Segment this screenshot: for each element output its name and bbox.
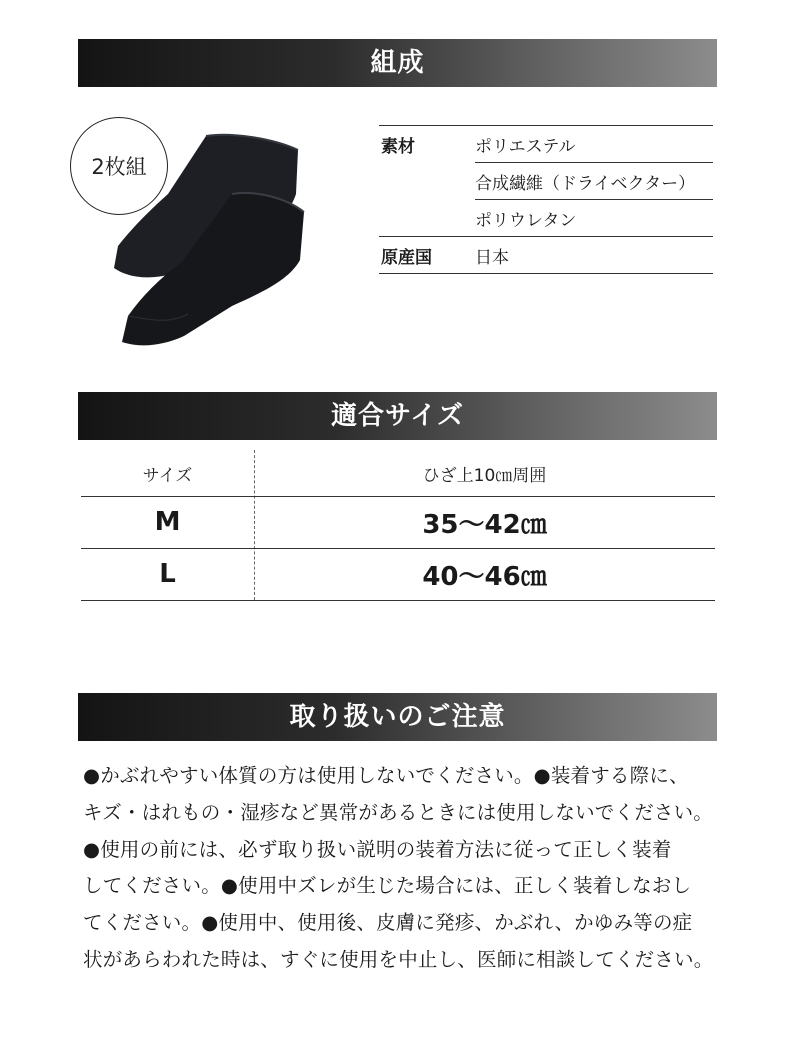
material-label: [379, 200, 475, 237]
origin-value: 日本: [475, 247, 509, 268]
size-row-m: [81, 496, 715, 548]
material-label: [379, 163, 475, 200]
caution-line: ●かぶれやすい体質の方は使用しないでください。●装着する際に、: [83, 764, 689, 787]
material-value: ポリウレタン: [475, 210, 577, 231]
material-value: ポリエステル: [475, 126, 713, 163]
set-count-badge: 2枚組: [70, 117, 168, 215]
caution-line: ●使用の前には、必ず取り扱い説明の装着方法に従って正しく装着: [83, 837, 672, 861]
size-range: 35～42㎝: [422, 509, 547, 540]
origin-label: 原産国: [381, 247, 432, 268]
caution-text: [83, 758, 723, 979]
caution-heading: 取り扱いのご注意: [78, 693, 717, 741]
caution-line: キズ・はれもの・湿疹など異常があるときには使用しないでください。: [83, 800, 714, 824]
row-divider: [81, 600, 715, 601]
caution-line: してください。●使用中ズレが生じた場合には、正しく装着しなおし: [83, 874, 692, 898]
measure-column-header: ひざ上10㎝周囲: [422, 465, 547, 486]
size-label: L: [159, 559, 176, 589]
size-table: [81, 444, 715, 601]
size-row-l: [81, 548, 715, 600]
caution-line: 状があらわれた時は、すぐに使用を中止し、医師に相談してください。: [83, 947, 714, 971]
size-column-header: サイズ: [142, 465, 193, 486]
caution-line: てください。●使用中、使用後、皮膚に発疹、かぶれ、かゆみ等の症: [83, 911, 693, 935]
size-table-header: [81, 450, 715, 496]
size-label: M: [154, 507, 181, 537]
material-value: 合成繊維（ドライベクター）: [475, 163, 713, 200]
composition-heading: 組成: [78, 39, 717, 87]
size-range: 40～46㎝: [422, 561, 547, 592]
material-label: 素材: [381, 136, 415, 157]
size-heading: 適合サイズ: [78, 392, 717, 440]
composition-table: [379, 125, 713, 274]
